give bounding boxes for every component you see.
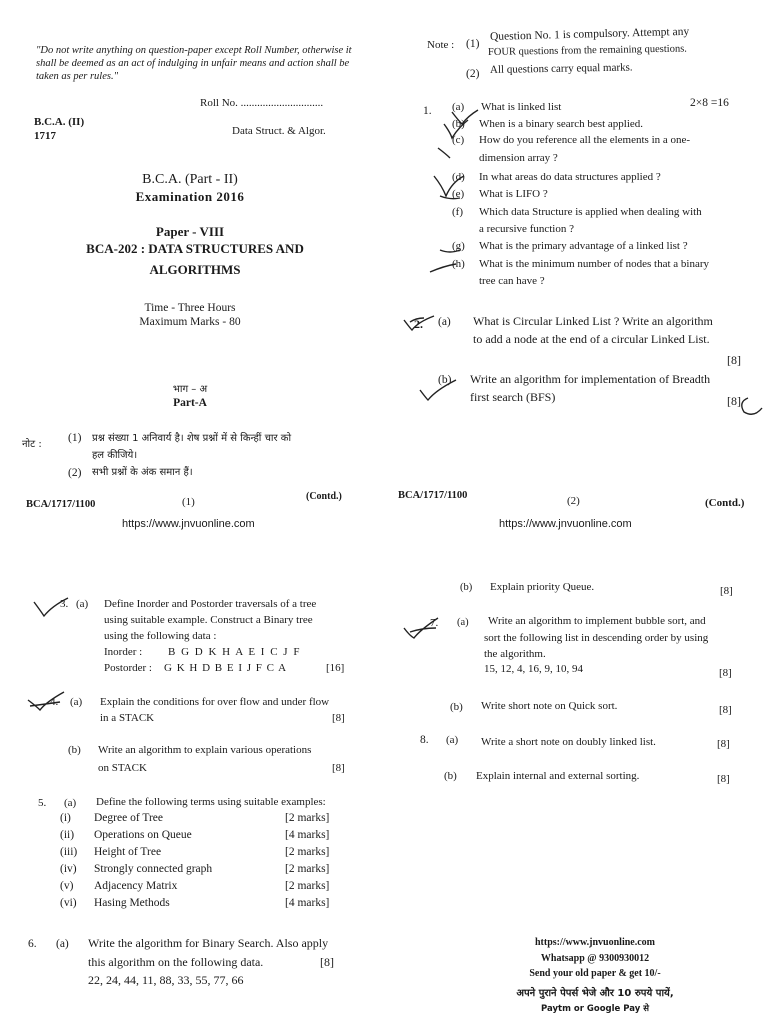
footer-url-1: https://www.jnvuonline.com (122, 518, 255, 530)
tick-q3 (34, 598, 68, 616)
q7b-label: (b) (450, 701, 463, 713)
footer-contd-1: (Contd.) (306, 491, 342, 502)
q7-number: 7. (430, 617, 439, 629)
q1-item-text: What is linked list (481, 101, 562, 113)
q5-item-text: Adjacency Matrix (94, 880, 178, 892)
q5-item-text: Strongly connected graph (94, 863, 213, 875)
q4a-marks: [8] (332, 712, 345, 724)
paper-number: Paper - VIII (155, 224, 225, 239)
q5-item-text: Degree of Tree (94, 812, 163, 824)
q5-item-num: (iii) (60, 846, 78, 858)
q2-number: 2. (414, 317, 423, 331)
q1-item-text: Which data Structure is applied when dealing with (479, 206, 702, 218)
q1-item-label: (g) (452, 240, 465, 252)
q6b-text: Explain priority Queue. (490, 581, 595, 593)
q1-item-label: (a) (452, 101, 465, 113)
q8b-label: (b) (444, 770, 457, 782)
q6a-line1: Write the algorithm for Binary Search. Also apply (88, 936, 329, 950)
postorder-sequence: G K H D B E I J F C A (164, 662, 288, 674)
tick-q2 (404, 316, 434, 330)
note2-text: All questions carry equal marks. (489, 61, 633, 76)
q2a-label: (a) (438, 316, 451, 328)
q7a-line1: Write an algorithm to implement bubble sort, and (488, 615, 706, 627)
q2b-line1: Write an algorithm for implementation of Breadth (470, 372, 711, 386)
note1-hindi-line2: हल कीजिये। (92, 450, 138, 461)
q6a-marks: [8] (320, 955, 334, 969)
inorder-sequence: B G D K H A E I C J F (168, 646, 301, 658)
q5-item-num: (ii) (60, 829, 75, 841)
tick-q7 (404, 618, 438, 638)
q5-number: 5. (38, 797, 47, 809)
q2a-line2: to add a node at the end of a circular Linked List. (473, 332, 710, 346)
q1-item-text: What is the minimum number of nodes that a binary (479, 258, 710, 270)
q1-item-label: (f) (452, 206, 463, 218)
q4a-line1: Explain the conditions for over flow and under flow (100, 696, 330, 708)
q5a-label: (a) (64, 797, 77, 809)
footer-page-1: (1) (182, 496, 195, 508)
footer-url-2: https://www.jnvuonline.com (499, 518, 632, 530)
q3a-line3: using the following data : (104, 630, 217, 642)
q5-item-num: (v) (60, 880, 74, 892)
footer-code-2: BCA/1717/1100 (398, 490, 468, 501)
q7b-marks: [8] (719, 704, 732, 716)
q1-item-text: What is LIFO ? (479, 188, 548, 200)
tick-q4 (28, 692, 64, 710)
q1-item-text: a recursive function ? (479, 223, 574, 235)
code-label: 1717 (34, 130, 56, 142)
note1-num: (1) (466, 38, 480, 50)
q6b-label: (b) (460, 582, 473, 593)
q5-item-text: Hasing Methods (94, 897, 170, 909)
q1-item-label: (h) (452, 258, 465, 270)
note1-line1: Question No. 1 is compulsory. Attempt any (489, 25, 690, 43)
q1-item-label: (c) (452, 134, 465, 146)
q4b-line2: on STACK (98, 762, 147, 774)
tick-q1d (434, 176, 464, 196)
note1-line2: FOUR questions from the remaining questions. (487, 43, 687, 58)
q7a-line3: the algorithm. (484, 648, 546, 660)
q5-item-num: (i) (60, 812, 71, 824)
q8-number: 8. (420, 734, 429, 746)
q8a-marks: [8] (717, 738, 730, 750)
q5-item-num: (iv) (60, 863, 77, 875)
q1-marks: 2×8 =16 (690, 97, 729, 109)
q1-item-text: How do you reference all the elements in a one- (479, 134, 691, 146)
q7a-data: 15, 12, 4, 16, 9, 10, 94 (484, 663, 583, 675)
q6a-data: 22, 24, 44, 11, 88, 33, 55, 77, 66 (88, 973, 244, 987)
footer-page-2: (2) (567, 495, 580, 507)
q7a-line2: sort the following list in descending order by using (484, 632, 709, 644)
tick-q1c (438, 148, 450, 158)
promo-line: अपने पुराने पेपर्स भेजे और 10 रुपये पायें, (516, 988, 674, 999)
q1-item-text: When is a binary search best applied. (479, 118, 644, 130)
tick-q1e (440, 196, 460, 199)
tick-q2b (420, 380, 456, 400)
q4b-marks: [8] (332, 762, 345, 774)
note1-hindi-line1: प्रश्न संख्या 1 अनिवार्य है। शेष प्रश्नों में से किन्हीं चार को (92, 433, 292, 444)
q8b-text: Explain internal and external sorting. (476, 770, 640, 782)
q1-item-label: (e) (452, 188, 465, 200)
q4a-line2: in a STACK (100, 712, 155, 724)
q1-item-label: (b) (452, 118, 465, 130)
q7a-label: (a) (457, 617, 469, 628)
note2-num-hindi: (2) (68, 467, 82, 479)
note2-hindi: सभी प्रश्नों के अंक समान हैं। (92, 467, 193, 478)
promo-line: https://www.jnvuonline.com (534, 937, 655, 948)
note2-num: (2) (466, 68, 480, 80)
promo-line: Paytm or Google Pay से (541, 1004, 649, 1014)
q4b-line1: Write an algorithm to explain various operations (98, 744, 312, 756)
note1-num-hindi: (1) (68, 432, 82, 444)
q5-item-marks: [2 marks] (285, 846, 330, 858)
postorder-label: Postorder : (104, 662, 152, 674)
q6a-line2: this algorithm on the following data. (88, 955, 264, 969)
promo-line: Send your old paper & get 10/- (529, 968, 661, 979)
exam-time: Time - Three Hours (144, 302, 236, 314)
q2a-line1: What is Circular Linked List ? Write an algorithm (473, 314, 713, 328)
q2b-marks: [8] (727, 394, 741, 408)
tick-q1h (430, 264, 456, 272)
q2a-marks: [8] (727, 353, 741, 367)
scribble-q2b-end (742, 398, 762, 414)
paper-title-line2: ALGORITHMS (149, 262, 241, 277)
q4a-label: (a) (70, 696, 83, 708)
q3a-line2: using suitable example. Construct a Binary tree (104, 614, 313, 626)
q1-item-label: (d) (452, 171, 465, 183)
exam-year: Examination 2016 (135, 189, 245, 204)
q1-item-text: tree can have ? (479, 275, 545, 287)
q1-item-text: In what areas do data structures applied ? (479, 171, 661, 183)
q1-item-text: dimension array ? (479, 152, 558, 164)
q6a-label: (a) (56, 938, 69, 950)
q3-number: 3. (60, 598, 69, 610)
q2b-label: (b) (438, 374, 452, 386)
roll-number-label: Roll No. .............................. (200, 97, 324, 109)
q5-item-marks: [2 marks] (285, 863, 330, 875)
footer-code-1: BCA/1717/1100 (26, 499, 96, 510)
q2b-line2: first search (BFS) (470, 390, 556, 404)
paper-title-line1: BCA-202 : DATA STRUCTURES AND (86, 241, 304, 256)
part-label: Part-A (173, 397, 207, 409)
q7b-text: Write short note on Quick sort. (481, 700, 618, 712)
q5-item-text: Operations on Queue (94, 829, 192, 841)
q7a-marks: [8] (719, 667, 732, 679)
q5-item-marks: [2 marks] (285, 880, 330, 892)
q5-item-num: (vi) (60, 897, 77, 909)
warning-text: "Do not write anything on question-paper except Roll Number, otherwise it shall be deemed as an act of indulging in unfair means and action shall be taken as per rules." (36, 45, 352, 82)
tick-q1b (444, 120, 468, 138)
class-label: B.C.A. (II) (34, 116, 85, 128)
q1-item-text: What is the primary advantage of a linked list ? (479, 240, 688, 252)
note-label-hindi: नोट : (22, 439, 42, 450)
q1-number: 1. (423, 105, 432, 117)
q5-item-marks: [4 marks] (285, 897, 330, 909)
max-marks: Maximum Marks - 80 (139, 316, 241, 328)
inorder-label: Inorder : (104, 646, 143, 658)
q3a-line1: Define Inorder and Postorder traversals of a tree (104, 598, 317, 610)
q4b-label: (b) (68, 744, 81, 756)
q5-item-text: Height of Tree (94, 846, 162, 858)
footer-contd-2: (Contd.) (705, 497, 745, 509)
note-label: Note : (427, 39, 455, 51)
course-title: B.C.A. (Part - II) (142, 172, 238, 187)
q8a-label: (a) (446, 734, 459, 746)
q3a-label: (a) (76, 598, 89, 610)
tick-q1g (440, 250, 460, 252)
q5a-text: Define the following terms using suitable examples: (96, 796, 326, 808)
q3a-marks: [16] (326, 662, 345, 674)
subject-short: Data Struct. & Algor. (232, 125, 326, 137)
q8b-marks: [8] (717, 773, 730, 785)
q6-number: 6. (28, 938, 37, 950)
q5-item-marks: [4 marks] (285, 829, 330, 841)
part-hindi: भाग – अ (172, 384, 208, 395)
q8a-text: Write a short note on doubly linked list. (481, 736, 656, 748)
q4-number: 4. (50, 696, 59, 708)
q5-item-marks: [2 marks] (285, 812, 330, 824)
promo-line: Whatsapp @ 9300930012 (540, 953, 650, 964)
q6b-marks: [8] (720, 585, 733, 597)
